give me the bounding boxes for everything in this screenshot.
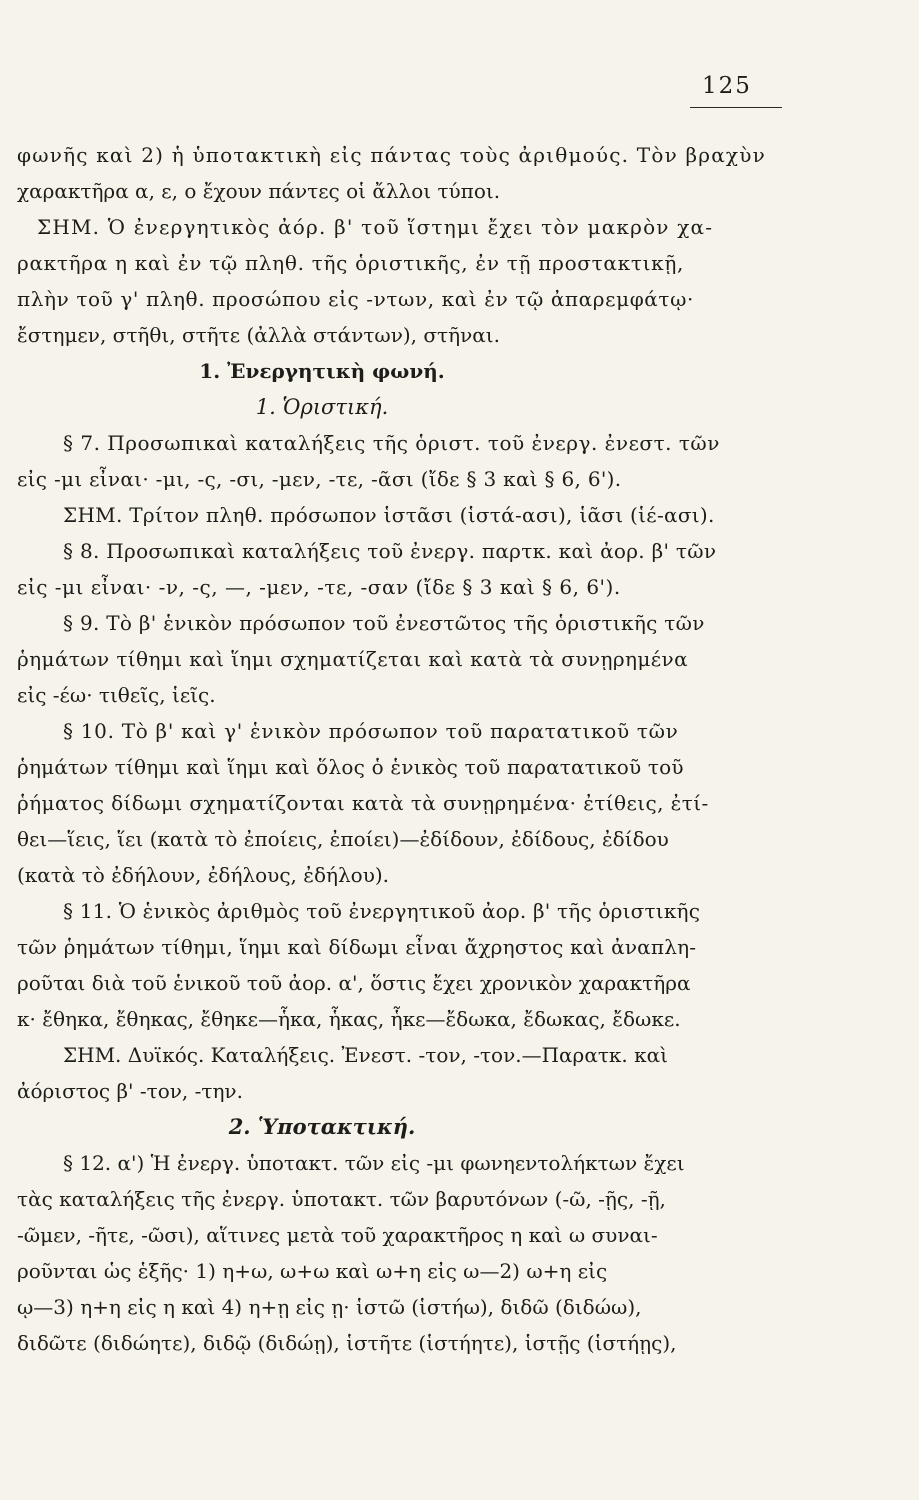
text-line: πλὴν τοῦ γ' πληθ. προσώπου εἰς -ντων, καὶ ἐν τῷ ἀπαρεμφάτῳ· — [17, 287, 694, 311]
text-line: (κατὰ τὸ ἐδήλουν, ἐδήλους, ἐδήλου). — [17, 863, 390, 887]
text-line: εἰς -έω· τιθεῖς, ἱεῖς. — [17, 683, 216, 707]
text-line: διδῶτε (διδώητε), διδῷ (διδώῃ), ἱστῆτε (ἱστήητε), ἱστῇς (ἱστήῃς), — [17, 1331, 677, 1355]
text-line: ρακτῆρα η καὶ ἐν τῷ πληθ. τῆς ὁριστικῆς, ἐν τῇ προστακτικῇ, — [17, 251, 685, 275]
subsection-heading: 2. Ὑποτακτική. — [228, 1114, 416, 1139]
page-body-text — [17, 137, 777, 1361]
text-line: χαρακτῆρα α, ε, ο ἔχουν πάντες οἱ ἄλλοι τύποι. — [17, 179, 501, 203]
text-line: § 11. Ὁ ἑνικὸς ἀριθμὸς τοῦ ἐνεργητικοῦ ἀορ. β' τῆς ὁριστικῆς — [63, 899, 701, 923]
page-number: 125 — [702, 73, 752, 99]
text-line: θει—ἵεις, ἵει (κατὰ τὸ ἐποίεις, ἐποίει)—ἐδίδουν, ἐδίδους, ἐδίδου — [17, 827, 669, 851]
text-line: εἰς -μι εἶναι· -μι, -ς, -σι, -μεν, -τε, -ᾶσι (ἴδε § 3 καὶ § 6, 6'). — [17, 467, 622, 491]
text-line: -ῶμεν, -ῆτε, -ῶσι), αἵτινες μετὰ τοῦ χαρακτῆρος η καὶ ω συναι- — [17, 1223, 658, 1247]
text-line: ῥημάτων τίθημι καὶ ἵημι σχηματίζεται καὶ κατὰ τὰ συνῃρημένα — [17, 647, 689, 671]
text-line: ΣΗΜ. Τρίτον πληθ. πρόσωπον ἱστᾶσι (ἱστά-ασι), ἱᾶσι (ἱέ-ασι). — [63, 503, 715, 527]
text-line: ἀόριστος β' -τον, -την. — [17, 1079, 243, 1103]
text-line: ῥημάτων τίθημι καὶ ἵημι καὶ ὅλος ὁ ἑνικὸς τοῦ παρατατικοῦ τοῦ — [17, 755, 684, 779]
text-line: ῳ—3) η+η εἰς η καὶ 4) η+ῃ εἰς ῃ· ἱστῶ (ἱστήω), διδῶ (διδώω), — [17, 1295, 642, 1319]
text-line: ροῦνται ὡς ἑξῆς· 1) η+ω, ω+ω καὶ ω+η εἰς ω—2) ω+η εἰς — [17, 1259, 608, 1283]
text-line: τῶν ῥημάτων τίθημι, ἵημι καὶ δίδωμι εἶναι ἄχρηστος καὶ ἀναπλη- — [17, 935, 697, 959]
text-line: § 8. Προσωπικαὶ καταλήξεις τοῦ ἐνεργ. παρτκ. καὶ ἀορ. β' τῶν — [63, 539, 717, 563]
subsection-heading: 1. Ὁριστική. — [255, 395, 389, 419]
section-heading: 1. Ἐνεργητικὴ φωνή. — [199, 359, 445, 383]
text-line: ῥήματος δίδωμι σχηματίζονται κατὰ τὰ συνῃρημένα· ἐτίθεις, ἐτί- — [17, 791, 709, 815]
text-line: κ· ἔθηκα, ἔθηκας, ἔθηκε—ἧκα, ἧκας, ἧκε—ἔδωκα, ἔδωκας, ἔδωκε. — [17, 1007, 681, 1031]
text-line: ΣΗΜ. Δυϊκός. Καταλήξεις. Ἐνεστ. -τον, -τον.—Παρατκ. καὶ — [63, 1043, 668, 1067]
text-line: εἰς -μι εἶναι· -ν, -ς, —, -μεν, -τε, -σαν (ἴδε § 3 καὶ § 6, 6'). — [17, 575, 621, 599]
text-line: ΣΗΜ. Ὁ ἐνεργητικὸς ἀόρ. β' τοῦ ἵστημι ἔχει τὸν μακρὸν χα- — [37, 215, 714, 239]
text-line: § 9. Τὸ β' ἑνικὸν πρόσωπον τοῦ ἐνεστῶτος τῆς ὁριστικῆς τῶν — [63, 611, 705, 635]
page-number-rule — [690, 107, 782, 108]
text-line: § 7. Προσωπικαὶ καταλήξεις τῆς ὁριστ. τοῦ ἐνεργ. ἐνεστ. τῶν — [63, 431, 720, 455]
text-line: ἔστημεν, στῆθι, στῆτε (ἀλλὰ στάντων), στῆναι. — [17, 323, 500, 347]
text-line: § 10. Τὸ β' καὶ γ' ἑνικὸν πρόσωπον τοῦ παρατατικοῦ τῶν — [63, 719, 679, 743]
text-line: τὰς καταλήξεις τῆς ἐνεργ. ὑποτακτ. τῶν βαρυτόνων (-ῶ, -ῇς, -ῇ, — [17, 1187, 666, 1211]
text-line: φωνῆς καὶ 2) ἡ ὑποτακτικὴ εἰς πάντας τοὺς ἀριθμούς. Τὸν βραχὺν — [17, 143, 766, 167]
text-line: § 12. α') Ἡ ἐνεργ. ὑποτακτ. τῶν εἰς -μι φωνηεντολήκτων ἔχει — [63, 1151, 685, 1175]
text-line: ροῦται διὰ τοῦ ἑνικοῦ τοῦ ἀορ. α', ὅστις ἔχει χρονικὸν χαρακτῆρα — [17, 971, 691, 995]
